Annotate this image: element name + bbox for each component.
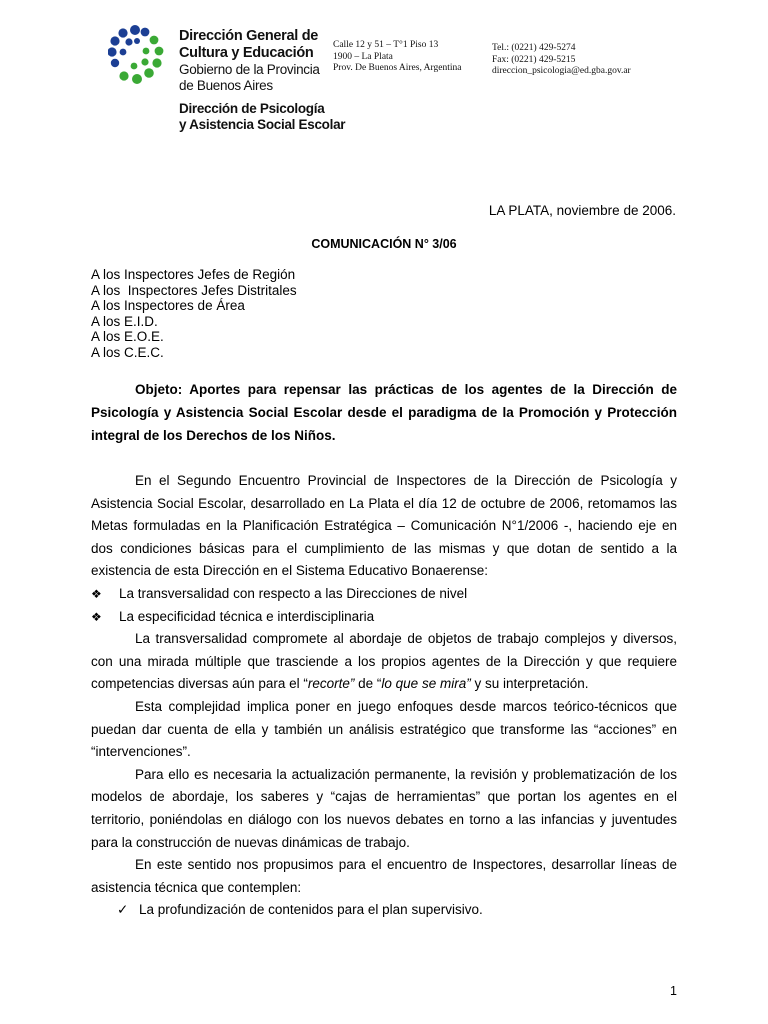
fax-line: Fax: (0221) 429-5215 — [492, 54, 576, 65]
check-text: La profundización de contenidos para el plan supervisivo. — [139, 902, 483, 918]
subject-paragraph — [91, 378, 677, 447]
address-line: Prov. De Buenos Aires, Argentina — [333, 63, 462, 73]
recipient-line: A los Inspectores Jefes de Región — [91, 267, 296, 282]
diamond-bullet-item — [91, 583, 677, 606]
body-paragraph: En el Segundo Encuentro Provincial de Inspectores de la Dirección de Psicología y Asistencia Social Escolar, desarrollado en La Plata el día 12 de octubre de 2006, retomamos las Metas formuladas en la Planificación Estratégica – Comunicación N°1/2006 -, haciendo eje en dos condiciones básicas para el cumplimiento de las mismas y que dotan de sentido a la existencia de esta Dirección en el Sistema Educativo Bonaerense: — [91, 473, 677, 579]
email-line: direccion_psicologia@ed.gba.gov.ar — [492, 66, 631, 76]
diamond-bullet-item — [91, 606, 677, 629]
recipients-list — [91, 267, 297, 360]
body-paragraph: Esta complejidad implica poner en juego enfoques desde marcos teórico-técnicos que puedan dar cuenta de ella y también un análisis estratégico que transforme las “acciones” en “intervenciones”. — [91, 698, 677, 760]
address-line: 1900 – La Plata — [333, 51, 393, 62]
document-date: LA PLATA, noviembre de 2006. — [488, 203, 676, 218]
diamond-bullet-icon: ❖ — [91, 609, 102, 624]
paragraph-text: y su interpretación. — [470, 676, 589, 692]
body-paragraph: Para ello es necesaria la actualización permanente, la revisión y problematización de los modelos de abordaje, los saberes y “cajas de herramientas” que portan los agentes en el territorio, poniéndolas en diálogo con los nuevos debates en torno a las infancias y juventudes para la construcción de nuevas dinámicas de trabajo. — [91, 766, 677, 850]
organization-name — [179, 28, 320, 94]
page-number: 1 — [670, 984, 677, 998]
department-name — [179, 101, 345, 133]
recipient-line: A los E.I.D. — [91, 313, 158, 329]
paragraph-text: La transversalidad compromete al abordaje de objetos de trabajo complejos y diversos, con una mirada múltiple que trasciende a los propios agentes de la Dirección y que requiere competencias diversas aún para el “ — [91, 631, 677, 692]
phone-line: Tel.: (0221) 429-5274 — [492, 43, 576, 53]
org-line-4: de Buenos Aires — [179, 78, 273, 93]
address-block — [333, 40, 462, 75]
org-line-1: Dirección General de — [179, 28, 319, 44]
checkmark-icon: ✓ — [117, 902, 129, 918]
recipient-line: A los C.E.C. — [91, 344, 164, 360]
recipient-line: A los E.O.E. — [91, 329, 164, 344]
communication-title: COMUNICACIÓN N° 3/06 — [311, 237, 457, 251]
dept-line-1: Dirección de Psicología — [179, 101, 325, 116]
org-line-3: Gobierno de la Provincia — [179, 62, 320, 77]
check-bullet-item — [91, 899, 677, 922]
recipient-line: A los Inspectores Jefes Distritales — [91, 282, 297, 298]
dept-line-2: y Asistencia Social Escolar — [179, 117, 346, 132]
bullet-text: La especificidad técnica e interdisciplinaria — [119, 608, 375, 624]
org-line-2: Cultura y Educación — [179, 45, 314, 61]
body-paragraph: En este sentido nos propusimos para el encuentro de Inspectores, desarrollar líneas de asistencia técnica que contemplen: — [91, 857, 677, 895]
paragraph-text: de “ — [354, 676, 382, 692]
dgce-logo-icon — [108, 24, 164, 86]
diamond-bullet-icon: ❖ — [91, 586, 102, 601]
document-body — [91, 470, 677, 922]
bullet-text: La transversalidad con respecto a las Direcciones de nivel — [119, 585, 468, 601]
contact-block — [492, 43, 631, 78]
body-paragraph — [91, 628, 677, 696]
address-line: Calle 12 y 51 – T°1 Piso 13 — [333, 40, 439, 50]
subject-text: Objeto: Aportes para repensar las prácticas de los agentes de la Dirección de Psicología y Asistencia Social Escolar desde el paradigma de la Promoción y Protección integral de los Derechos de los Niños. — [91, 382, 677, 443]
italic-text: recorte” — [307, 676, 355, 692]
recipient-line: A los Inspectores de Área — [91, 298, 245, 313]
italic-text: lo que se mira” — [381, 676, 471, 692]
